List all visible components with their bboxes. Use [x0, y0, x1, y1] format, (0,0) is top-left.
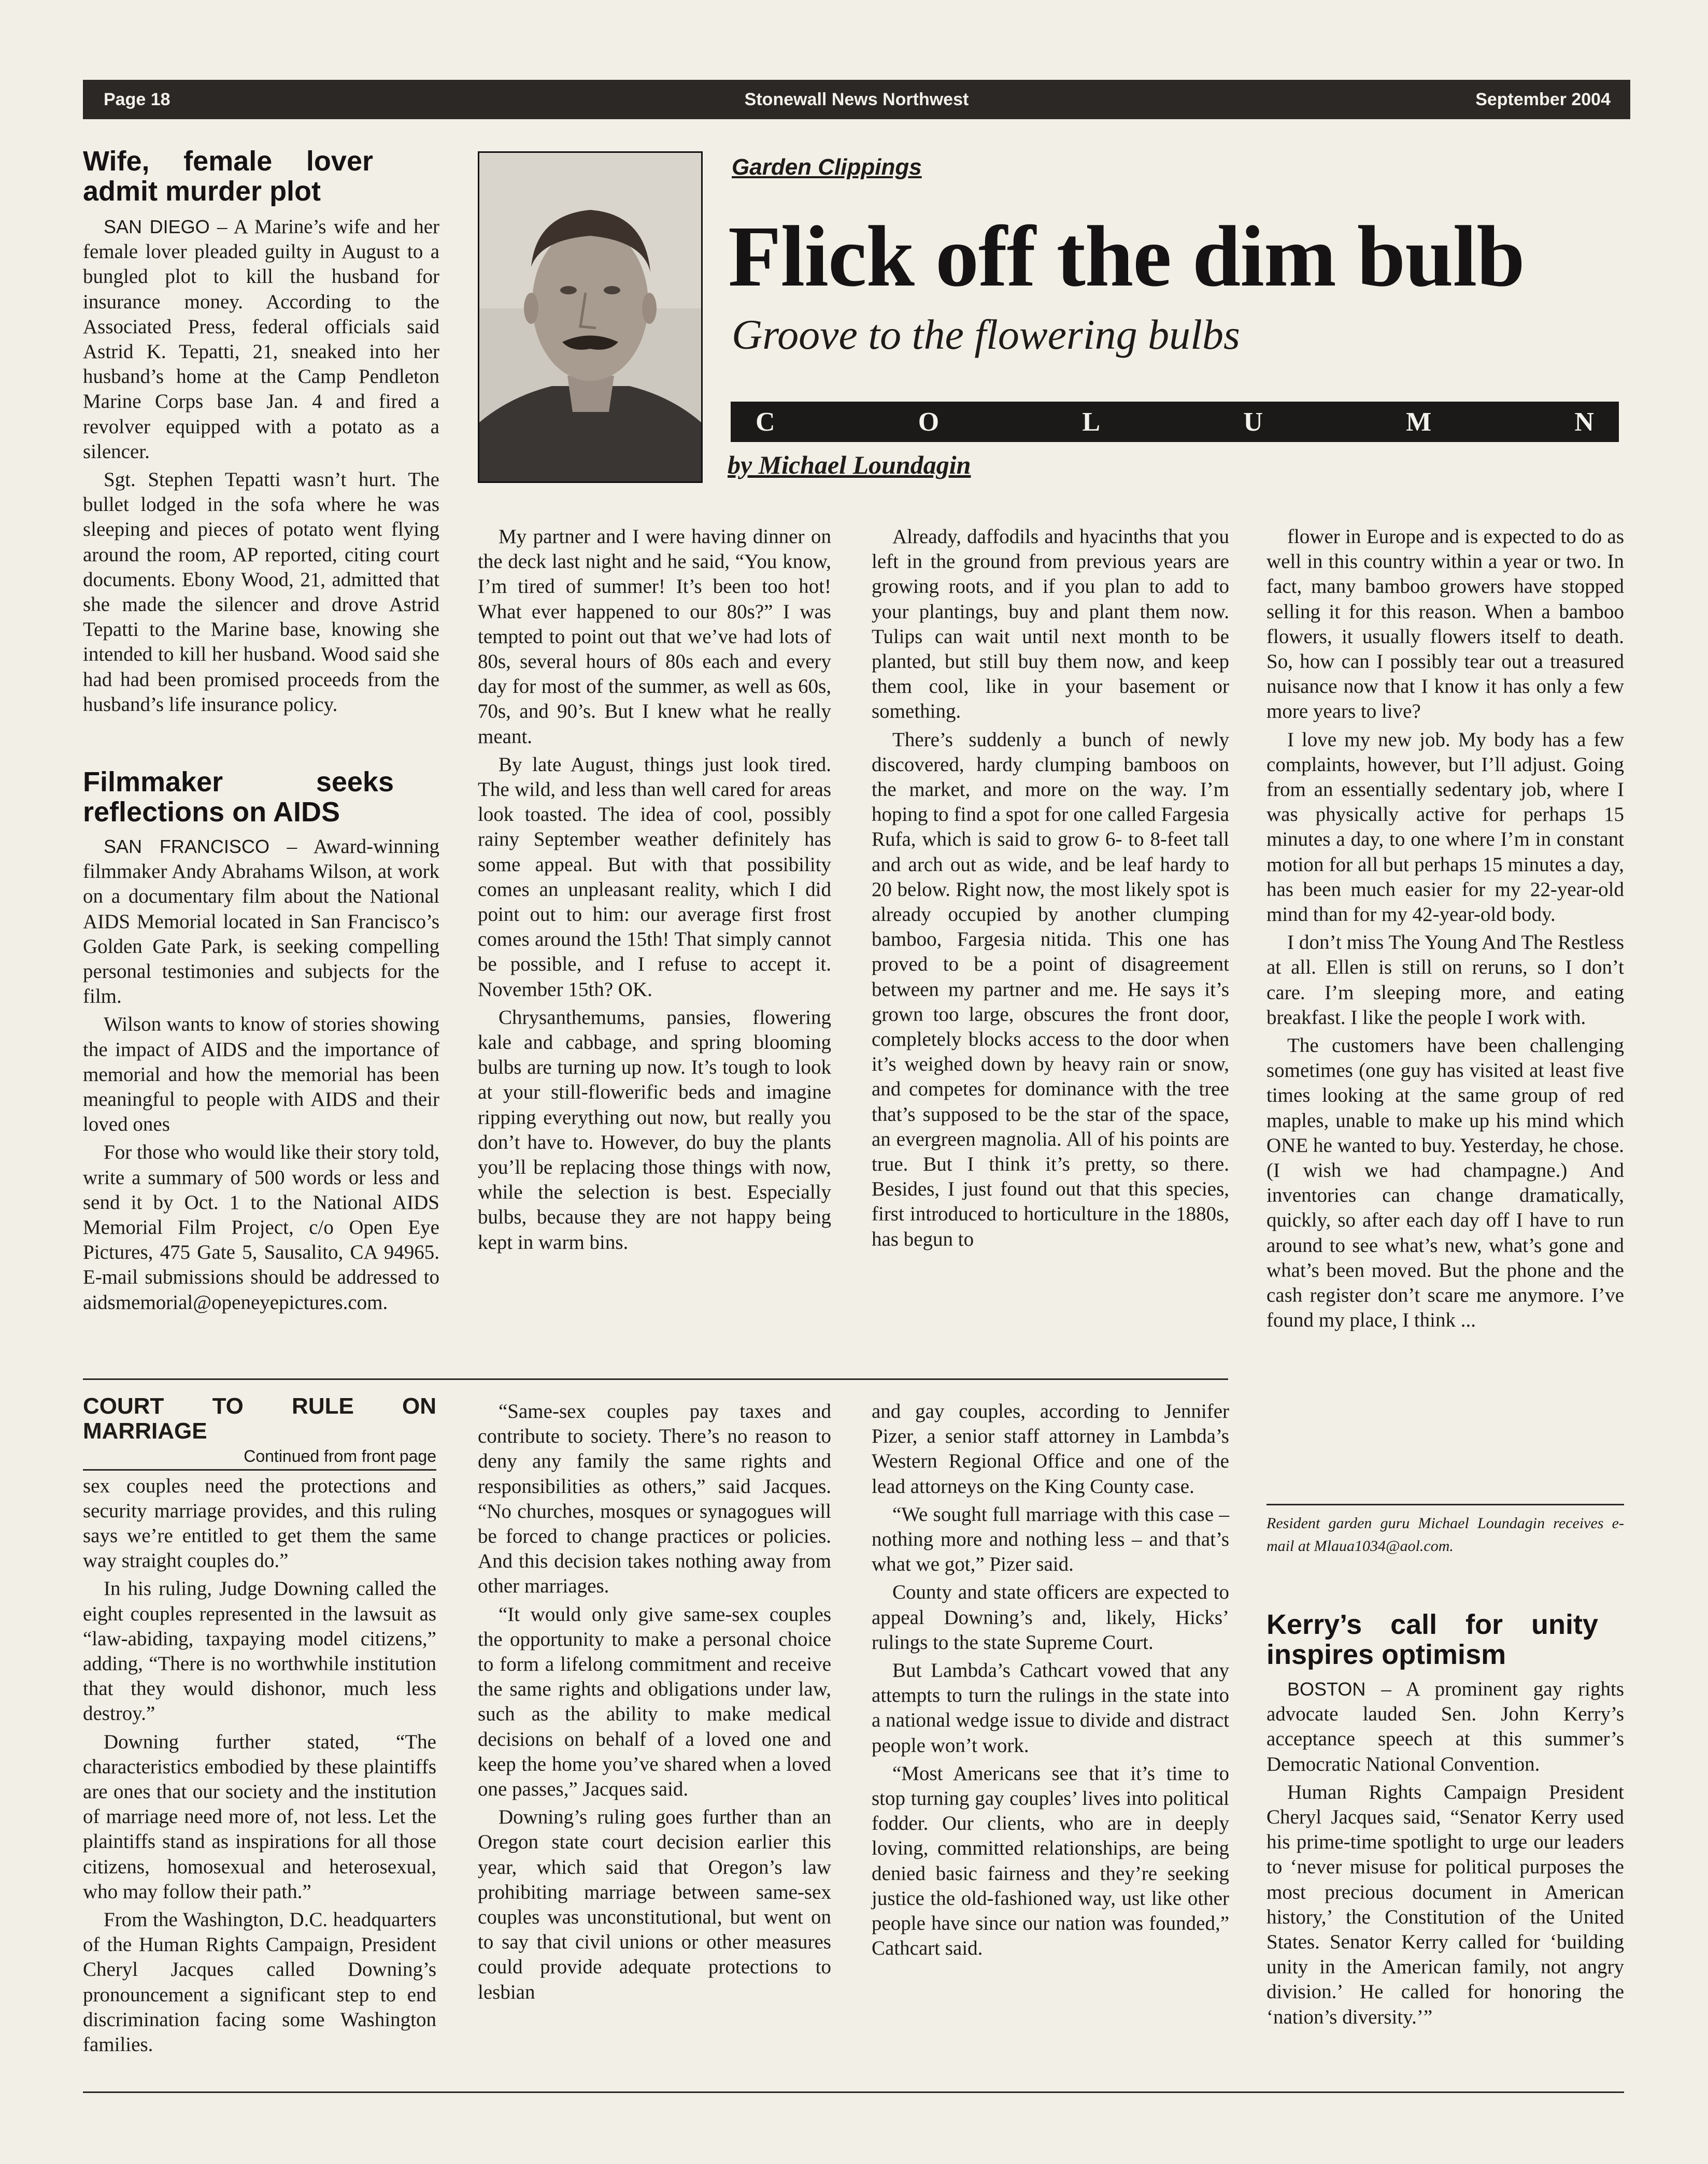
- page-header-bar: [83, 80, 1630, 119]
- column-text-col-3: [1266, 524, 1624, 1336]
- column-paragraph: flower in Europe and is expected to do as well in this country within a year or two. In fact, many bamboo growers have stopped selling it for this reason. When a bamboo flowers, it usually flowers itself to death. So, how can I possibly tear out a treasured nuisance now that I know it has only a few more years to live?: [1266, 525, 1624, 723]
- issue-date: September 2004: [1475, 90, 1611, 109]
- aids-story-para-1: – Award-winning filmmaker Andy Abrahams Wilson, at work on a documentary film about the National AIDS Memorial located in San Francisco’s Golden Gate Park, is seeking compelling personal testimonies and subjects for the film.: [83, 835, 440, 1008]
- kerry-story: [1266, 1610, 1624, 2033]
- column-paragraph: I love my new job. My body has a few complaints, however, but I’ll adjust. Going from an essentially sedentary job, where I was physically active for perhaps 15 minutes a day, to one where I’m in constant motion for all but perhaps 15 minutes a day, has been much easier for my 22-year-old mind than for my 42-year-old body.: [1266, 728, 1624, 926]
- column-paragraph: The customers have been challenging sometimes (one guy has visited at least five times looking at the same group of red maples, unable to make up his mind which ONE he wanted to buy. Yesterday, he chose. (I wish we had champagne.) And inventories can change dramatically, quickly, so after each day off I have to run around to see what’s new, what’s gone and what’s been moved. But the phone and the cash register don’t scare me anymore. I’ve found my place, I think ...: [1266, 1034, 1624, 1332]
- column-banner-letter: N: [1574, 407, 1594, 437]
- court-story-col-1: [83, 1394, 436, 2060]
- wife-story-dateline: SAN DIEGO: [104, 216, 210, 237]
- section-kicker: Garden Clippings: [732, 154, 922, 180]
- column-banner-letter: L: [1082, 407, 1101, 437]
- court-story-col-3: [872, 1399, 1229, 1964]
- author-photo: [478, 151, 703, 483]
- court-paragraph: From the Washington, D.C. headquarters of the Human Rights Campaign, President Cheryl Jacques called Downing’s pronouncement a significant step to end discrimination facing some Washington families.: [83, 1909, 436, 2056]
- continued-note: Continued from front page: [83, 1444, 436, 1470]
- column-paragraph: There’s suddenly a bunch of newly discovered, hardy clumping bamboos on the market, and more on the way. I’m hoping to find a spot for one called Fargesia Rufa, which is said to grow 6- to 8-feet tall and arch out as wide, and be leaf hardy to 20 below. Right now, the most likely spot is already occupied by another clumping bamboo, Fargesia nitida. This one has proved to be a point of disagreement between my partner and me. He says it’s grown too large, obscures the front door, completely blocks access to the door when it’s weighed down by heavy rain or snow, and competes for dominance with the tree that’s supposed to be the star of the space, an evergreen magnolia. All of his points are true. But I think it’s pretty, so there. Besides, I just found out that this species, first introduced to horticulture in the 1880s, has begun to: [872, 728, 1229, 1250]
- page-number: Page 18: [104, 90, 170, 109]
- wife-story-para-1: – A Marine’s wife and her female lover pleaded guilty in August to a bungled plot to kill the husband for insurance money. According to the Associated Press, federal officials said Astrid K. Tepatti, 21, sneaked into her husband’s home at the Camp Pendleton Marine Corps base Jan. 4 and fired a revolver equipped with a potato as a silencer.: [83, 216, 439, 463]
- publication-name: Stonewall News Northwest: [744, 90, 969, 109]
- wife-story-headline: Wife, female lover admit murder plot: [83, 146, 373, 207]
- kerry-story-para-1: – A prominent gay rights advocate lauded Sen. John Kerry’s acceptance speech at this summer’s Democratic National Convention.: [1266, 1678, 1625, 1775]
- column-paragraph: By late August, things just look tired. The wild, and less than well cared for areas look toasted. The idea of cool, possibly rainy September weather definitely has some appeal. But with that possibility comes an unpleasant reality, which I did point out to him: our average first frost comes around the 15th! That simply cannot be possible, and I refuse to accept it. November 15th? OK.: [478, 753, 831, 1001]
- kerry-story-para-2: Human Rights Campaign President Cheryl Jacques said, “Senator Kerry used his prime-time spotlight to urge our leaders to ‘never misuse for political purposes the most precious document in American history,’ the Constitution of the United States. Senator Kerry called for ‘building unity in the American family, not angry division.’ He called for honoring the ‘nation’s diversity.’”: [1266, 1781, 1624, 2028]
- court-story-headline: COURT TO RULE ON MARRIAGE: [83, 1393, 436, 1444]
- court-paragraph: “Same-sex couples pay taxes and contribute to society. There’s no reason to deny any family the same rights and responsibilities as others,” said Jacques. “No churches, mosques or synagogues will be forced to change practices or policies. And this decision takes nothing away from other marriages.: [478, 1400, 831, 1598]
- aids-story: [83, 767, 439, 1318]
- section-divider: [83, 1378, 1228, 1380]
- byline: by Michael Loundagin: [728, 450, 971, 479]
- court-story-col-2: [478, 1399, 831, 2008]
- column-paragraph: Chrysanthemums, pansies, flowering kale and cabbage, and spring blooming bulbs are turning up now. It’s tough to look at your still-flowerific beds and imagine ripping everything out now, but really you don’t have to. However, do buy the plants you’ll be replacing those things with now, while the selection is best. Especially bulbs, because they are not happy being kept in warm bins.: [478, 1006, 831, 1254]
- aids-story-para-3: For those who would like their story told, write a summary of 500 words or less and send it by Oct. 1 to the National AIDS Memorial Film Project, c/o Open Eye Pictures, 475 Gate 5, Sausalito, CA 94965. E-mail submissions should be addressed to aidsmemorial@openeyepictures.com.: [83, 1141, 439, 1314]
- column-text-col-1: [478, 524, 831, 1258]
- court-paragraph: and gay couples, according to Jennifer Pizer, a senior staff attorney in Lambda’s Western Regional Office and one of the lead attorneys on the King County case.: [872, 1400, 1229, 1498]
- column-banner: [731, 402, 1619, 442]
- bottom-rule: [83, 2091, 1624, 2093]
- author-portrait-image: [479, 153, 701, 481]
- court-paragraph: sex couples need the protections and security marriage provides, and this ruling says we’re entitled to get them the same way straight couples do.”: [83, 1474, 436, 1572]
- court-paragraph: County and state officers are expected to appeal Downing’s and, likely, Hicks’ rulings to the state Supreme Court.: [872, 1581, 1229, 1654]
- column-banner-letter: O: [918, 407, 940, 437]
- column-paragraph: Already, daffodils and hyacinths that you left in the ground from previous years are growing roots, and if you plan to add to your plantings, buy and plant them now. Tulips can wait until next month to be planted, but still buy them now, and keep them cool, like in your basement or something.: [872, 525, 1229, 723]
- aids-story-para-2: Wilson wants to know of stories showing the impact of AIDS and the importance of memorial and how the memorial has been meaningful to people with AIDS and their loved ones: [83, 1013, 439, 1136]
- column-banner-letter: M: [1406, 407, 1432, 437]
- column-text-col-2: [872, 524, 1229, 1255]
- court-paragraph: “Most Americans see that it’s time to stop turning gay couples’ lives into political fodder. Our clients, who are in deeply loving, committed relationships, are being denied basic fairness and they’re seeking justice the old-fashioned way, ust like other people have since our nation was founded,” Cathcart said.: [872, 1762, 1229, 1960]
- wife-story-para-2: Sgt. Stephen Tepatti wasn’t hurt. The bullet lodged in the sofa where he was sleeping and pieces of potato went flying around the room, AP reported, citing court documents. Ebony Wood, 21, admitted that she made the silencer and drove Astrid Tepatti to the Marine base, knowing she intended to kill her husband. Wood said she had had been promised proceeds from the husband’s life insurance policy.: [83, 468, 439, 716]
- column-banner-letter: U: [1243, 407, 1263, 437]
- aids-story-dateline: SAN FRANCISCO: [104, 836, 269, 857]
- court-paragraph: “We sought full marriage with this case – nothing more and nothing less – and that’s what we got,” Pizer said.: [872, 1503, 1229, 1576]
- author-bio: Resident garden guru Michael Loundagin receives e-mail at Mlaua1034@aol.com.: [1266, 1515, 1624, 1555]
- wife-story: [83, 146, 439, 720]
- kerry-story-dateline: BOSTON: [1287, 1678, 1366, 1700]
- column-paragraph: I don’t miss The Young And The Restless at all. Ellen is still on reruns, so I don’t care. I’m sleeping more, and eating breakfast. I like the people I work with.: [1266, 931, 1624, 1029]
- court-paragraph: Downing further stated, “The characteristics embodied by these plaintiffs are ones that our society and the institution of marriage need more of, not less. Let the plaintiffs stand as inspirations for all those citizens, homosexual and heterosexual, who may follow their path.”: [83, 1730, 436, 1903]
- column-paragraph: My partner and I were having dinner on the deck last night and he said, “You know, I’m tired of summer! It’s been too hot! What ever happened to our 80s?” I was tempted to point out that we’ve had lots of 80s, several hours of 80s each and every day for most of the summer, as well as 60s, 70s, and 90’s. But I knew what he really meant.: [478, 525, 831, 748]
- column-headline: Flick off the dim bulb: [728, 208, 1525, 305]
- column-deck: Groove to the flowering bulbs: [732, 311, 1240, 358]
- court-paragraph: But Lambda’s Cathcart vowed that any attempts to turn the rulings in the state into a national wedge issue to divide and distract people won’t work.: [872, 1659, 1229, 1757]
- court-paragraph: “It would only give same-sex couples the opportunity to make a personal choice to form a lifelong commitment and receive the same rights and obligations under law, such as the ability to make medical decisions on behalf of a loved one and keep the home you’ve shared when a loved one passes,” Jacques said.: [478, 1603, 831, 1801]
- column-banner-letter: C: [756, 407, 775, 437]
- court-paragraph: Downing’s ruling goes further than an Oregon state court decision earlier this year, which said that Oregon’s law prohibiting marriage between same-sex couples was unconstitutional, but went on to say that civil unions or other measures could provide adequate protections to lesbian: [478, 1806, 831, 2003]
- court-paragraph: In his ruling, Judge Downing called the eight couples represented in the lawsuit as “law-abiding, taxpaying model citizens,” adding, “There is no worthwhile institution that they would dishonor, much less destroy.”: [83, 1577, 436, 1725]
- bio-divider: [1266, 1504, 1624, 1505]
- kerry-story-headline: Kerry’s call for unity inspires optimism: [1266, 1609, 1598, 1670]
- aids-story-headline: Filmmaker seeks reflections on AIDS: [83, 766, 394, 828]
